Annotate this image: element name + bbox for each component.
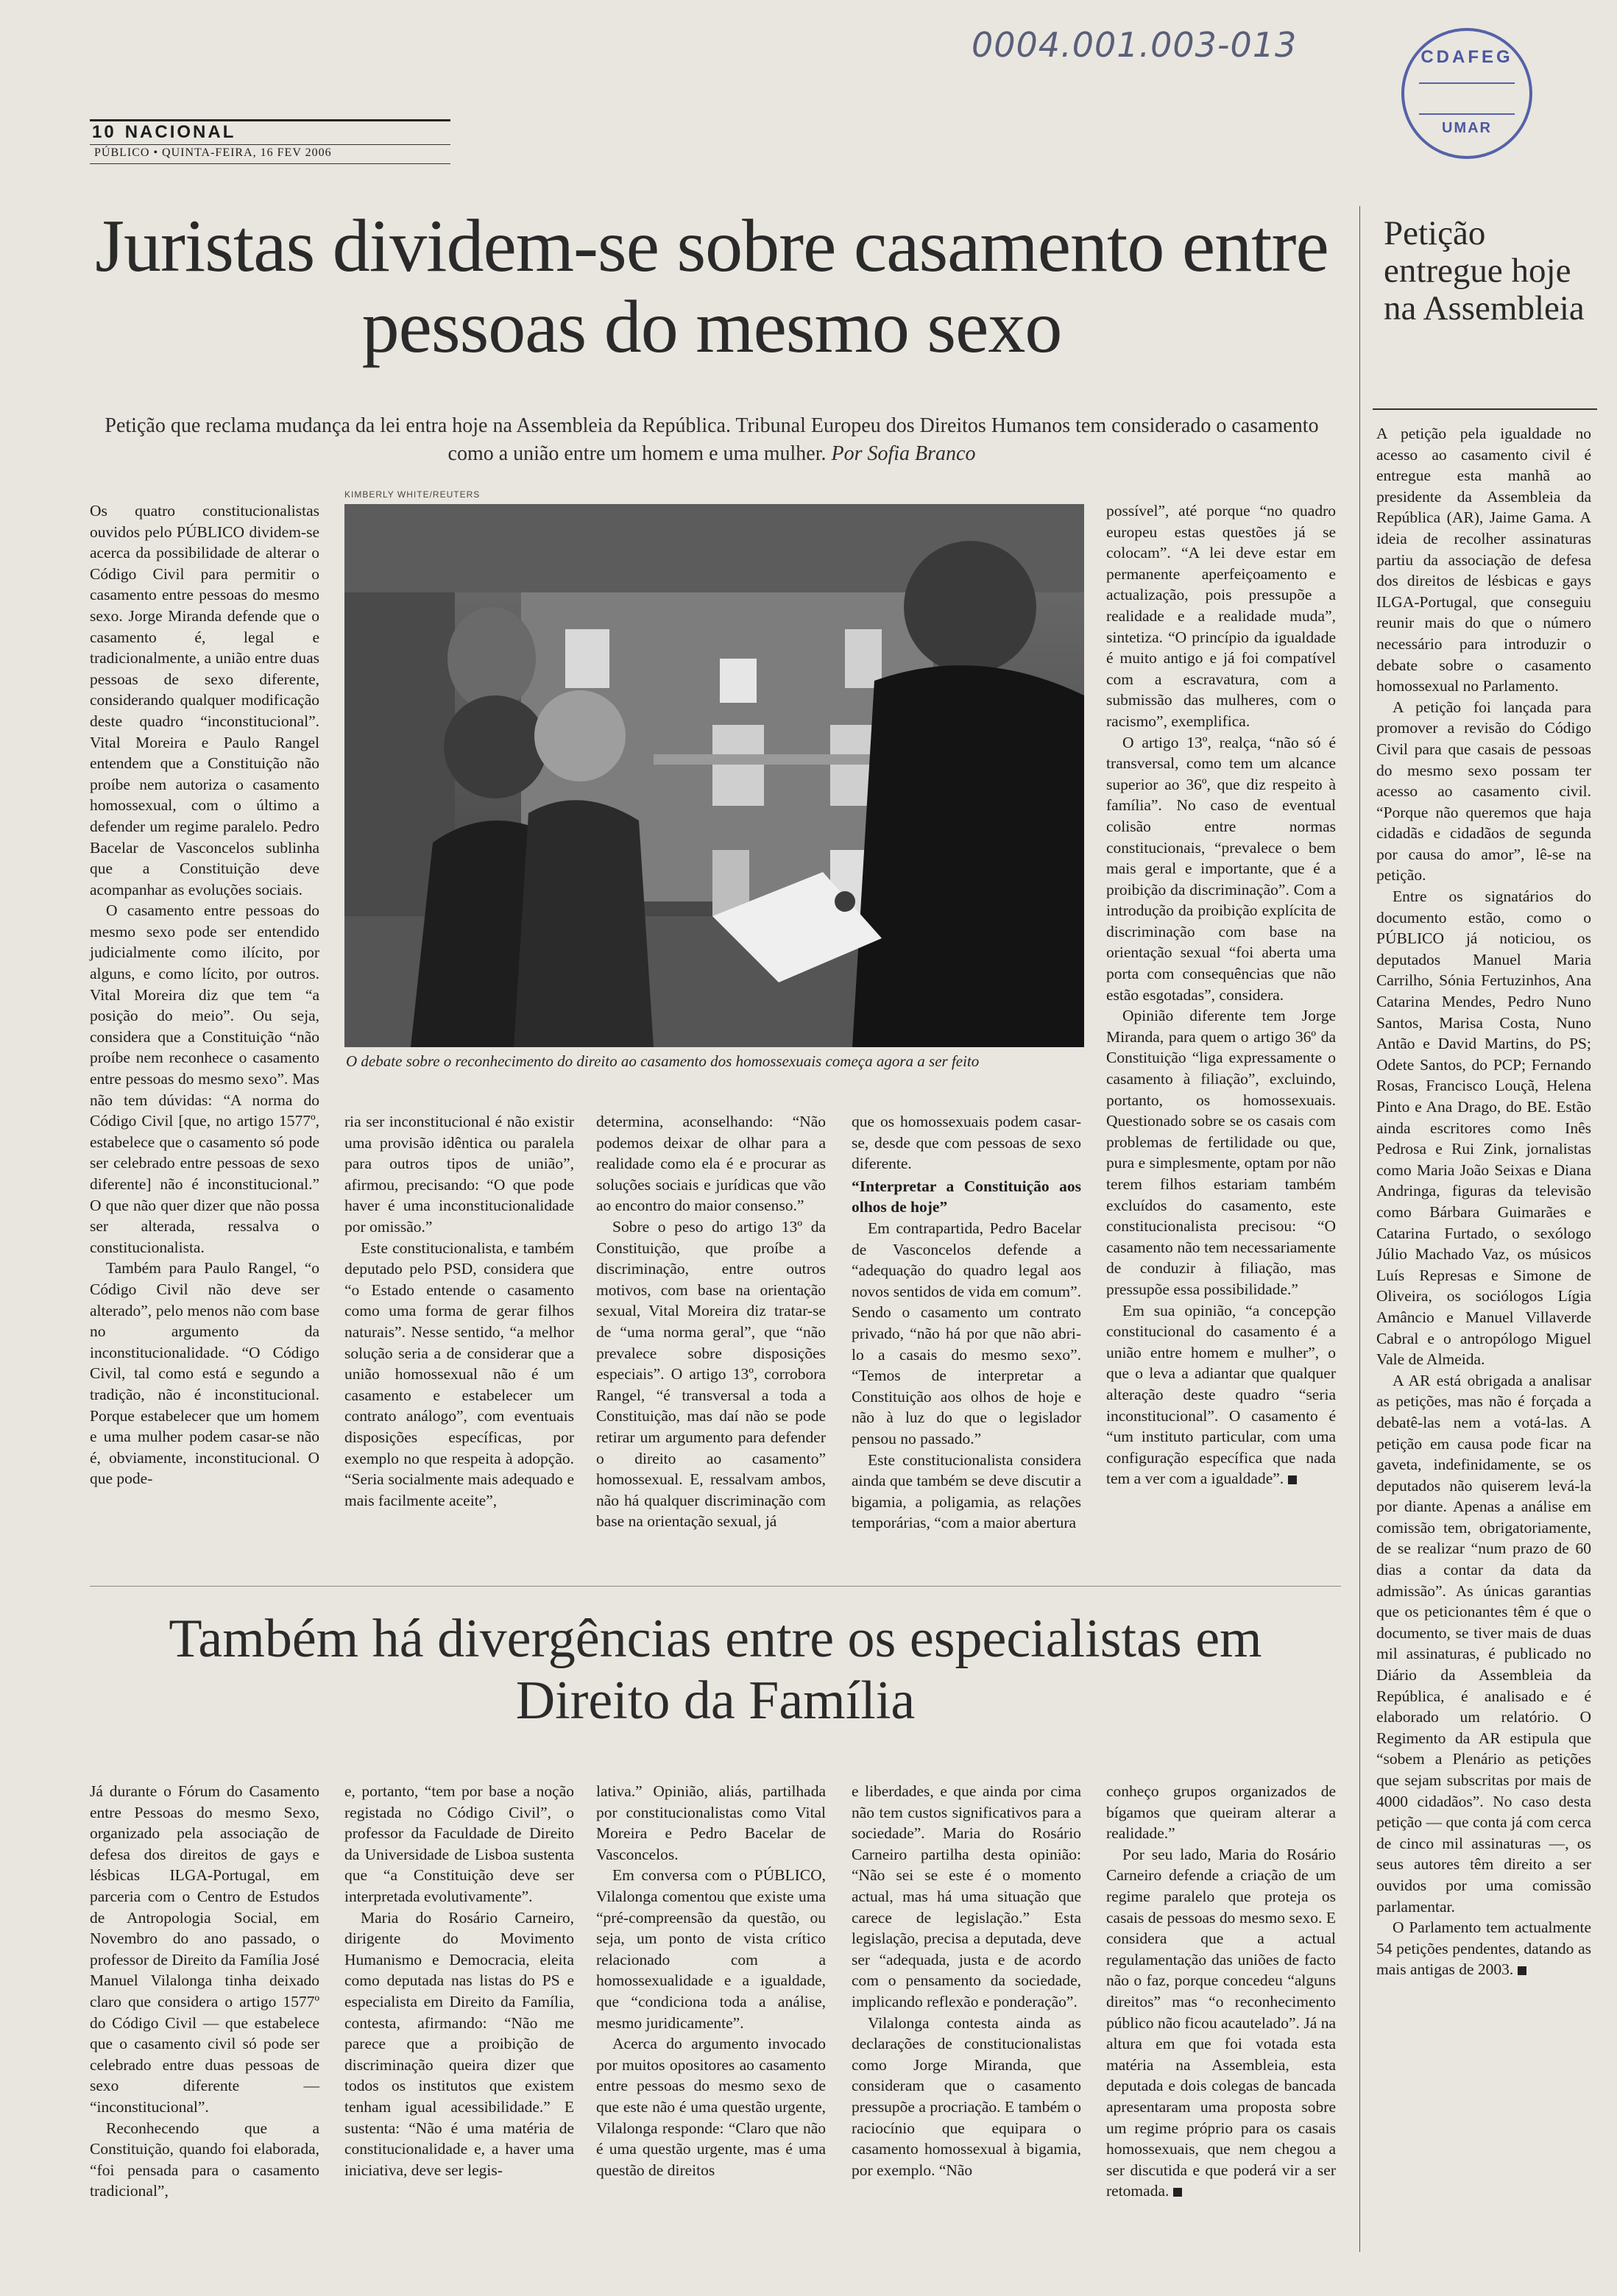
paragraph-text: Em sua opinião, “a concepção constitucional do casamento é a união entre homem e mulher”, o que o leva a adiantar que qualquer alteração deste quadro “seria inconstitucional”. O casamento é “um instituto particular, com uma configuração específica que nada tem a ver com a igualdade”. <box>1106 1301 1336 1488</box>
page-number: 10 <box>92 122 116 142</box>
paragraph: Em conversa com o PÚBLICO, Vilalonga comentou que existe uma “pré-compreensão da questão, ou seja, um ponto de vista crítico relacionado com a homossexualidade e a igualdade, que “condiciona toda a análise, mesmo juridicamente”. <box>596 1866 826 2032</box>
dateline: PÚBLICO • QUINTA-FEIRA, 16 FEV 2006 <box>94 146 332 159</box>
section-name: NACIONAL <box>124 122 236 142</box>
paragraph: Os quatro constitucionalistas ouvidos pelo PÚBLICO dividem-se acerca da possibilidade de alterar o Código Civil para permitir o casamento entre pessoas do mesmo sexo. Jorge Miranda defende que o casamento é, legal e tradicionalmente, a união entre duas pessoas de sexo diferente, considerando qualquer modificação deste quadro “inconstitucional”. Vital Moreira e Paulo Rangel entendem que a Constituição não proíbe nem autoriza o casamento homossexual, com o último a defender um regime paralelo. Pedro Bacelar de Vasconcelos sublinha que a Constituição deve acompanhar as evoluções sociais. <box>90 502 319 899</box>
paragraph: A AR está obrigada a analisar as petições, mas não é forçada a debatê-las nem a votá-las. A petição em causa pode ficar na gaveta, indefinidamente, se os deputados não quiserem levá-la por diante. Apenas a análise em comissão tem, obrigatoriamente, de se realizar “num prazo de 60 dias a contar da data da admissão”. As únicas garantias que os peticionantes têm é que o documento, se tiver mais de duas mil assinaturas, é publicado no Diário da Assembleia da República, é analisado e é elaborado um relatório. O Regimento da AR estipula que “sobem a Plenário as petições que sejam subscritas por mais de 4000 cidadãos”. No caso desta petição — que conta já com cerca de cinco mil assinaturas —, os seus autores têm direito a ser ouvidos por uma comissão parlamentar. <box>1376 1371 1591 1916</box>
paragraph: A petição pela igualdade no acesso ao casamento civil é entregue esta manhã ao presidente da Assembleia da República (AR), Jaime Gama. A ideia de recolher assinaturas partiu da associação de defesa dos direitos de lésbicas e gays ILGA-Portugal, que conseguiu reunir mais do que o número necessário para introduzir o debate sobre o casamento homossexual no Parlamento. <box>1376 425 1591 695</box>
section-rule <box>90 119 450 121</box>
article2-column-3 <box>596 1781 826 2180</box>
end-mark-icon <box>1288 1475 1297 1484</box>
paragraph: que os homossexuais podem casar-se, desde que com pessoas de sexo diferente. <box>852 1113 1081 1173</box>
paragraph <box>1376 1917 1591 1980</box>
archive-code: 0004.001.003-013 <box>972 25 1298 65</box>
article-column-4 <box>852 1111 1081 1534</box>
paragraph: O artigo 13º, realça, “não só é transversal, como tem um alcance superior ao 36º, que diz respeito à família”. No caso de eventual colisão entre normas constitucionais, “prevalece o bem mais geral e importante, que é a proibição da discriminação”. Com a introdução da proibição explícita de discriminação com base na orientação sexual “foi aberta uma porta com consequências que não estão esgotadas”, considera. <box>1106 733 1336 1004</box>
sidebar-column <box>1376 423 1591 1980</box>
paragraph: Em contrapartida, Pedro Bacelar de Vasconcelos defende a “adequação do quadro legal aos novos sentidos de vida em comum”. Sendo o casamento um contrato privado, “não há por que não abri-lo a casais do mesmo sexo”. “Temos de interpretar a Constituição aos olhos de hoje e não à luz do que o legislador pensou no passado.” <box>852 1219 1081 1448</box>
article2-headline: Também há divergências entre os especialistas em Direito da Família <box>169 1609 1262 1731</box>
section-header <box>92 122 236 143</box>
paragraph <box>1106 1300 1336 1489</box>
news-photo <box>344 504 1084 1047</box>
paragraph: Este constitucionalista considera ainda que também se deve discutir a bigamia, a poligamia, as relações temporárias, “com a maior abertura <box>852 1450 1081 1532</box>
sidebar-rule <box>1373 408 1597 410</box>
end-mark-icon <box>1518 1966 1526 1975</box>
byline: Por Sofia Branco <box>831 442 976 465</box>
dateline-rule <box>90 144 450 145</box>
article-column-3 <box>596 1111 826 1532</box>
article-column-5 <box>1106 500 1336 1489</box>
paragraph: lativa.” Opinião, aliás, partilhada por constitucionalistas como Vital Moreira e Pedro Bacelar de Vasconcelos. <box>596 1782 826 1863</box>
article-headline: Juristas dividem-se sobre casamento entre pessoas do mesmo sexo <box>95 205 1328 369</box>
paragraph <box>1106 1844 1336 2202</box>
article-crosshead: “Interpretar a Constituição aos olhos de hoje” <box>852 1177 1081 1216</box>
paragraph: Vilalonga contesta ainda as declarações de constitucionalistas como Jorge Miranda, que consideram que o casamento pressupõe a procriação. E também o raciocínio que equipara o casamento homossexual à bigamia, por exemplo. “Não <box>852 2013 1081 2179</box>
article2-column-2 <box>344 1781 574 2180</box>
paragraph-text: O Parlamento tem actualmente 54 petições pendentes, datando as mais antigas de 2003. <box>1376 1918 1591 1979</box>
article2-column-1 <box>90 1781 319 2202</box>
stamp-bottom-text: UMAR <box>1442 120 1492 136</box>
column-rule <box>1359 206 1360 2252</box>
end-mark-icon <box>1173 2188 1182 2197</box>
article-column-2 <box>344 1111 574 1511</box>
stamp-center <box>1419 82 1515 115</box>
section-divider <box>90 1586 1341 1587</box>
paragraph: Este constitucionalista, e também deputado pelo PSD, considera que “o Estado entende o casamento como uma forma de gerar filhos naturais”. Nesse sentido, “a melhor solução seria a de considerar que a união homossexual não é um casamento e estabelecer um contrato análogo”, com eventuais disposições específicas, por exemplo no que respeita à adopção. “Seria socialmente mais adequado e mais facilmente aceite”, <box>344 1239 574 1509</box>
photo-caption: O debate sobre o reconhecimento do direito ao casamento dos homossexuais começa agora a ser feito <box>346 1052 980 1070</box>
paragraph: Reconhecendo que a Constituição, quando foi elaborada, “foi pensada para o casamento tradicional”, <box>90 2119 319 2200</box>
paragraph: possível”, até porque “no quadro europeu estas questões já se colocam”. “A lei deve estar em permanente aperfeiçoamento e actualização, pois pressupõe a realidade e a realidade muda”, sintetiza. “O princípio da igualdade é muito antigo e já foi compatível com a escravatura, com a submissão das mulheres, com o racismo”, exemplifica. <box>1106 502 1336 730</box>
paragraph: Sobre o peso do artigo 13º da Constituição, que proíbe a discriminação, entre outros motivos, com base na orientação sexual, Vital Moreira diz tratar-se de “uma norma geral”, que “não prevalece sobre disposições especiais”. O artigo 13º, corrobora Rangel, “é transversal a toda a Constituição, mas daí não se pode retirar um argumento para defender o direito ao casamento” homossexual. E, ressalvam ambos, não há qualquer discriminação com base na orientação sexual, já <box>596 1217 826 1531</box>
paragraph: Já durante o Fórum do Casamento entre Pessoas do mesmo Sexo, organizado pela associação de defesa dos direitos de gays e lésbicas ILGA-Portugal, em parceria com o Centro de Estudos de Antropologia Social, em Novembro do ano passado, o professor de Direito da Família José Manuel Vilalonga tinha deixado claro que considera o artigo 1577º do Código Civil — que estabelece que o casamento civil só pode ser celebrado entre duas pessoas de sexo diferente — “inconstitucional”. <box>90 1782 319 2116</box>
paragraph: ria ser inconstitucional é não existir uma provisão idêntica ou paralela para outros tipos de união”, afirmou, precisando: “O que pode haver é uma inconstitucionalidade por omissão.” <box>344 1113 574 1236</box>
article-standfirst <box>90 412 1334 468</box>
paragraph: Opinião diferente tem Jorge Miranda, para quem o artigo 36º da Constituição “liga expressamente o casamento à filiação”, excluindo, portanto, os homossexuais. Questionado sobre se os casais com problemas de fertilidade ou que, pura e simplesmente, optam por não terem filhos estariam também excluídos do casamento, este constitucionalista precisou: “O casamento não tem necessariamente de conduzir à filiação, mas pressupõe essa possibilidade.” <box>1106 1007 1336 1298</box>
archive-stamp <box>1401 28 1532 159</box>
paragraph: Também para Paulo Rangel, “o Código Civil não deve ser alterado”, pelo menos não com base no argumento da inconstitucionalidade. “O Código Civil, tal como está e segundo a tradição, não é inconstitucional. Porque estabelecer que um homem e uma mulher podem casar-se não é, obviamente, inconstitucional. O que pode- <box>90 1259 319 1488</box>
paragraph: e liberdades, e que ainda por cima não tem custos significativos para a sociedade”. Maria do Rosário Carneiro partilha desta opinião: “Não sei se este é o momento actual, mas há uma situação que carece de legislação.” Esta legislação, precisa a deputada, deve ser “adequada, justa e de acordo com o pensamento da sociedade, implicando reflexão e ponderação”. <box>852 1782 1081 2010</box>
dateline-rule-bottom <box>90 163 450 164</box>
paragraph: determina, aconselhando: “Não podemos deixar de olhar para a realidade como ela é e procurar as soluções sociais e jurídicas que vão ao encontro do maior consenso.” <box>596 1113 826 1215</box>
photo-illustration <box>344 504 1084 1047</box>
paragraph: A petição foi lançada para promover a revisão do Código Civil para que casais de pessoas do mesmo sexo possam ter acesso ao casamento civil. “Porque não queremos que haja cidadãs e cidadãos de segunda por causa do amor”, lê-se na petição. <box>1376 698 1591 885</box>
paragraph: Entre os signatários do documento estão, como o PÚBLICO já noticiou, os deputados Manuel Maria Carrilho, Sónia Fertuzinhos, Ana Catarina Mendes, Pedro Nuno Santos, Marisa Costa, Nuno Antão e David Martins, do PS; Odete Santos, do PCP; Fernando Rosas, Francisco Louçã, Helena Pinto e Ana Drago, do BE. Estão ainda escritores como Inês Pedrosa e Rui Zink, jornalistas como Maria João Seixas e Diana Andringa, figuras da televisão como Bárbara Guimarães e Catarina Furtado, o sexólogo Júlio Machado Vaz, os músicos Luís Represas e Simone de Oliveira, os sociólogos Lígia Amâncio e Manuel Villaverde Cabral e o antropólogo Miguel Vale de Almeida. <box>1376 887 1591 1369</box>
article2-column-5 <box>1106 1781 1336 2202</box>
paragraph: conheço grupos organizados de bígamos que queiram alterar a realidade.” <box>1106 1782 1336 1843</box>
sidebar-headline: Petição entregue hoje na Assembleia <box>1384 214 1585 327</box>
paragraph: e, portanto, “tem por base a noção registada no Código Civil”, o professor da Faculdade de Direito da Universidade de Lisboa sustenta que “a Constituição deve ser interpretada evolutivamente”. <box>344 1782 574 1905</box>
stamp-top-text: CDAFEG <box>1420 47 1513 67</box>
photo-credit: KIMBERLY WHITE/REUTERS <box>344 489 481 500</box>
article2-column-4 <box>852 1781 1081 2180</box>
standfirst-text: Petição que reclama mudança da lei entra hoje na Assembleia da República. Tribunal Europeu dos Direitos Humanos tem considerado o casamento como a união entre um homem e uma mulher. <box>105 414 1319 465</box>
paragraph: O casamento entre pessoas do mesmo sexo pode ser entendido judicialmente como ilícito, por alguns, e como lícito, por outros. Vital Moreira diz que tem “a posição do meio”. Ou seja, considera que a Constituição “não proíbe nem reconhece o casamento entre pessoas do mesmo sexo”. Mas não tem dúvidas: “A norma do Código Civil [que, no artigo 1577º, estabelece que o casamento só pode ser celebrado entre pessoas de sexo diferente] não é inconstitucional.” O que não quer dizer que não possa ser alterada, ressalva o constitucionalista. <box>90 901 319 1256</box>
paragraph: Maria do Rosário Carneiro, dirigente do Movimento Humanismo e Democracia, eleita como deputada nas listas do PS e especialista em Direito da Família, contesta, afirmando: “Não me parece que a proibição de discriminação queira dizer que todos os institutos que existem tenham igual acessibilidade.” E sustenta: “Não é uma matéria de constitucionalidade e, a haver uma iniciativa, deve ser legis- <box>344 1908 574 2179</box>
paragraph: Acerca do argumento invocado por muitos opositores ao casamento entre pessoas do mesmo sexo de que este não é uma questão urgente, Vilalonga responde: “Claro que não é uma questão urgente, mas é uma questão de direitos <box>596 2035 826 2179</box>
paragraph-text: Por seu lado, Maria do Rosário Carneiro defende a criação de um regime paralelo que proteja os casais de pessoas do mesmo sexo. E considera que a actual regulamentação das uniões de facto não o faz, porque concedeu “alguns direitos” mas “o reconhecimento público não ficou acautelado”. Já na altura em que foi votada esta matéria na Assembleia, esta deputada e dois colegas de bancada apresentaram uma proposta sobre um regime próprio para os casais homossexuais, que nem chegou a ser discutida e que poderá vir a ser retomada. <box>1106 1845 1336 2200</box>
article-column-1 <box>90 500 319 1489</box>
